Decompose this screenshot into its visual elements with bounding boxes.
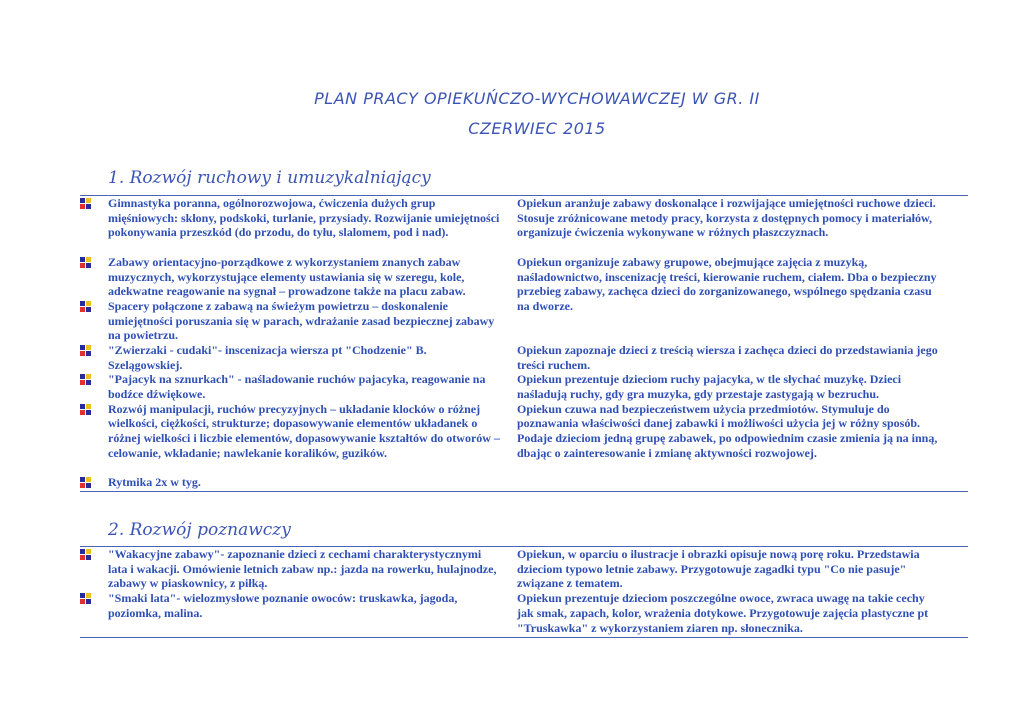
section-heading-2: 2. Rozwój poznawczy	[108, 520, 291, 540]
bullet-icon	[80, 404, 91, 415]
paragraph: Opiekun organizuje zabawy grupowe, obejmujące zajęcia z muzyką, naśladownictwo, inscenizację treści, kierowanie ruchem, ciałem. Dba o bezpieczny przebieg zabawy, zachęca dzieci do zorganizowanego, wspólnego spędzania czasu na dworze.	[517, 254, 937, 313]
section-1-activities	[80, 196, 500, 490]
paragraph: Opiekun prezentuje dzieciom ruchy pajacyka, w tle słychać muzykę. Dzieci naśladują ruchy, gdy gra muzyka, gdy przestaje zastygają w bezruchu.	[517, 372, 902, 402]
section-2-activities	[80, 547, 500, 621]
section-1-caregiver-role	[517, 196, 942, 461]
bullet-icon	[80, 374, 91, 385]
bullet-icon	[80, 477, 91, 488]
list-item: Rozwój manipulacji, ruchów precyzyjnych – układanie klocków o różnej wielkości, ciężkości, strukturze; dopasowywanie elementów układanek o różnej wielkości i liczbie elementów, dopasowywanie kształtów do otworów – celowanie, wkładanie; nawlekanie koralików, guzików.	[80, 402, 500, 476]
paragraph: Opiekun zapoznaje dzieci z treścią wiersza i zachęca dzieci do przedstawiania jego treści ruchem.	[517, 342, 938, 372]
bullet-icon	[80, 198, 91, 209]
bullet-icon	[80, 549, 91, 560]
list-item: "Wakacyjne zabawy"- zapoznanie dzieci z cechami charakterystycznymi lata i wakacji. Omówienie letnich zabaw np.: jazda na rowerku, hulajnodze, zabawy w piaskownicy, z piłką.	[80, 547, 500, 591]
paragraph: Opiekun prezentuje dzieciom poszczególne owoce, zwraca uwagę na takie cechy jak smak, zapach, kolor, wrażenia dotykowe. Przygotowuje zajęcia plastyczne pt "Truskawka" z wykorzystaniem ziaren np. słonecznika.	[517, 591, 929, 635]
list-item: "Smaki lata"- wielozmysłowe poznanie owoców: truskawka, jagoda, poziomka, malina.	[80, 591, 500, 620]
paragraph: Opiekun aranżuje zabawy doskonalące i rozwijające umiejętności ruchowe dzieci. Stosuje zróżnicowane metody pracy, korzysta z dostępnych pomocy i materiałów, organizuje ćwiczenia wykonywane w różnych płaszczyznach.	[517, 196, 936, 240]
list-item: "Zwierzaki - cudaki"- inscenizacja wiersza pt "Chodzenie" B. Szelągowskiej.	[80, 343, 500, 372]
section-heading-1: 1. Rozwój ruchowy i umuzykalniający	[108, 168, 431, 188]
list-item: "Pajacyk na sznurkach" - naśladowanie ruchów pajacyka, reagowanie na bodźce dźwiękowe.	[80, 372, 500, 401]
bullet-icon	[80, 301, 91, 312]
section-divider	[80, 491, 968, 492]
list-item: Rytmika 2x w tyg.	[80, 475, 500, 490]
paragraph: Opiekun, w oparciu o ilustracje i obrazki opisuje nową porę roku. Przedstawia dzieciom typowo letnie zabawy. Przygotowuje zagadki typu "Co nie pasuje" związane z tematem.	[517, 547, 920, 591]
list-item: Spacery połączone z zabawą na świeżym powietrzu – doskonalenie umiejętności poruszania się w parach, wdrażanie zasad bezpiecznej zabawy na powietrzu.	[80, 299, 500, 343]
document-subtitle: CZERWIEC 2015	[468, 119, 606, 138]
list-item: Zabawy orientacyjno-porządkowe z wykorzystaniem znanych zabaw muzycznych, wykorzystujące elementy ustawiania się w szeregu, kole, adekwatne reagowanie na sygnał – prowadzone także na placu zabaw.	[80, 255, 500, 299]
bullet-icon	[80, 257, 91, 268]
bullet-icon	[80, 593, 91, 604]
bullet-icon	[80, 345, 91, 356]
section-divider	[80, 637, 968, 638]
paragraph: Opiekun czuwa nad bezpieczeństwem użycia przedmiotów. Stymuluje do poznawania właściwości danej zabawki i możliwości użycia jej w różny sposób. Podaje dzieciom jedną grupę zabawek, po odpowiednim czasie zmienia ją na inną, dbając o zainteresowanie i zmianę aktywności rozwojowej.	[517, 401, 938, 460]
document-title: PLAN PRACY OPIEKUŃCZO-WYCHOWAWCZEJ W GR. II	[314, 89, 760, 108]
section-2-caregiver-role	[517, 547, 942, 635]
list-item: Gimnastyka poranna, ogólnorozwojowa, ćwiczenia dużych grup mięśniowych: skłony, podskoki, turlanie, przysiady. Rozwijanie umiejętności pokonywania przeszkód (do przodu, do tyłu, slalomem, pod i nad).	[80, 196, 500, 255]
